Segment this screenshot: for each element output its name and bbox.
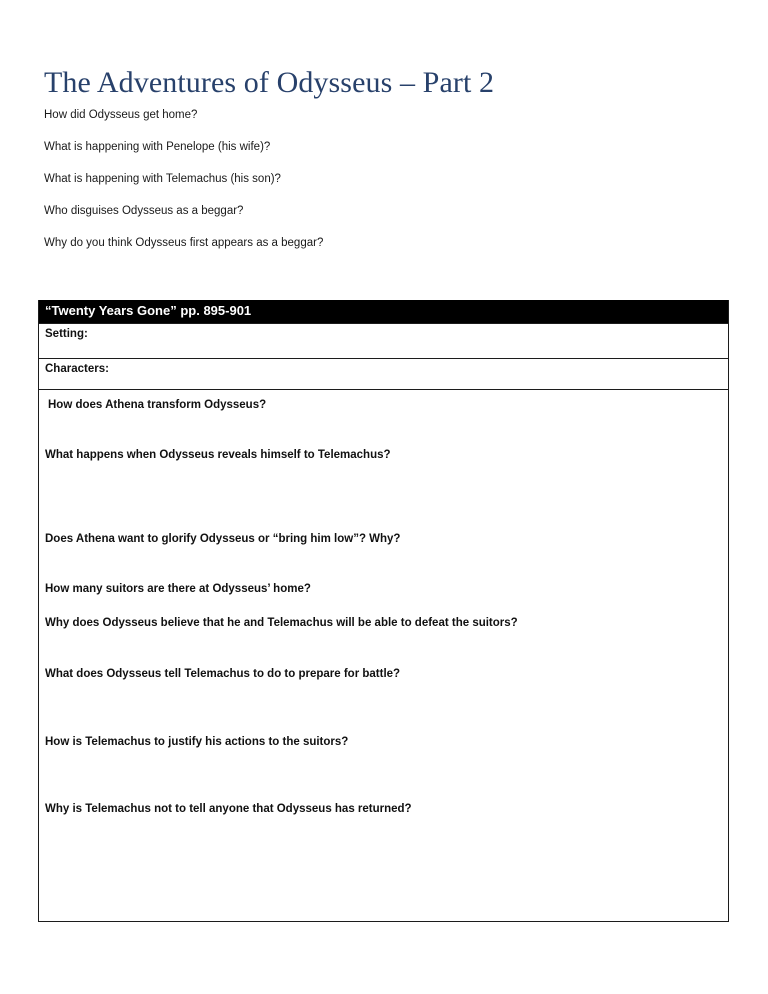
worksheet-question: Why is Telemachus not to tell anyone that Odysseus has returned? bbox=[45, 803, 412, 815]
intro-question: What is happening with Telemachus (his son)? bbox=[44, 173, 281, 185]
characters-label: Characters: bbox=[45, 363, 109, 375]
worksheet-question: What happens when Odysseus reveals himself to Telemachus? bbox=[45, 449, 391, 461]
worksheet-question: What does Odysseus tell Telemachus to do to prepare for battle? bbox=[45, 668, 401, 680]
table-row-questions[interactable] bbox=[39, 389, 728, 921]
worksheet-question: Why does Odysseus believe that he and Telemachus will be able to defeat the suitors? bbox=[45, 617, 518, 629]
worksheet-question: How many suitors are there at Odysseus’ home? bbox=[45, 583, 311, 595]
worksheet-table bbox=[38, 300, 729, 922]
worksheet-question: How is Telemachus to justify his actions to the suitors? bbox=[45, 736, 349, 748]
setting-label: Setting: bbox=[45, 328, 88, 340]
table-row-setting[interactable] bbox=[39, 323, 728, 358]
intro-question: Why do you think Odysseus first appears as a beggar? bbox=[44, 237, 324, 249]
intro-question: How did Odysseus get home? bbox=[44, 109, 198, 121]
worksheet-question: Does Athena want to glorify Odysseus or “bring him low”? Why? bbox=[45, 533, 401, 545]
table-row-characters[interactable] bbox=[39, 358, 728, 389]
intro-question-list bbox=[44, 108, 684, 268]
intro-question: Who disguises Odysseus as a beggar? bbox=[44, 205, 244, 217]
worksheet-header: “Twenty Years Gone” pp. 895-901 bbox=[39, 300, 728, 323]
worksheet-question: How does Athena transform Odysseus? bbox=[48, 399, 267, 411]
page-title: The Adventures of Odysseus – Part 2 bbox=[44, 66, 495, 100]
intro-question: What is happening with Penelope (his wife)? bbox=[44, 141, 271, 153]
